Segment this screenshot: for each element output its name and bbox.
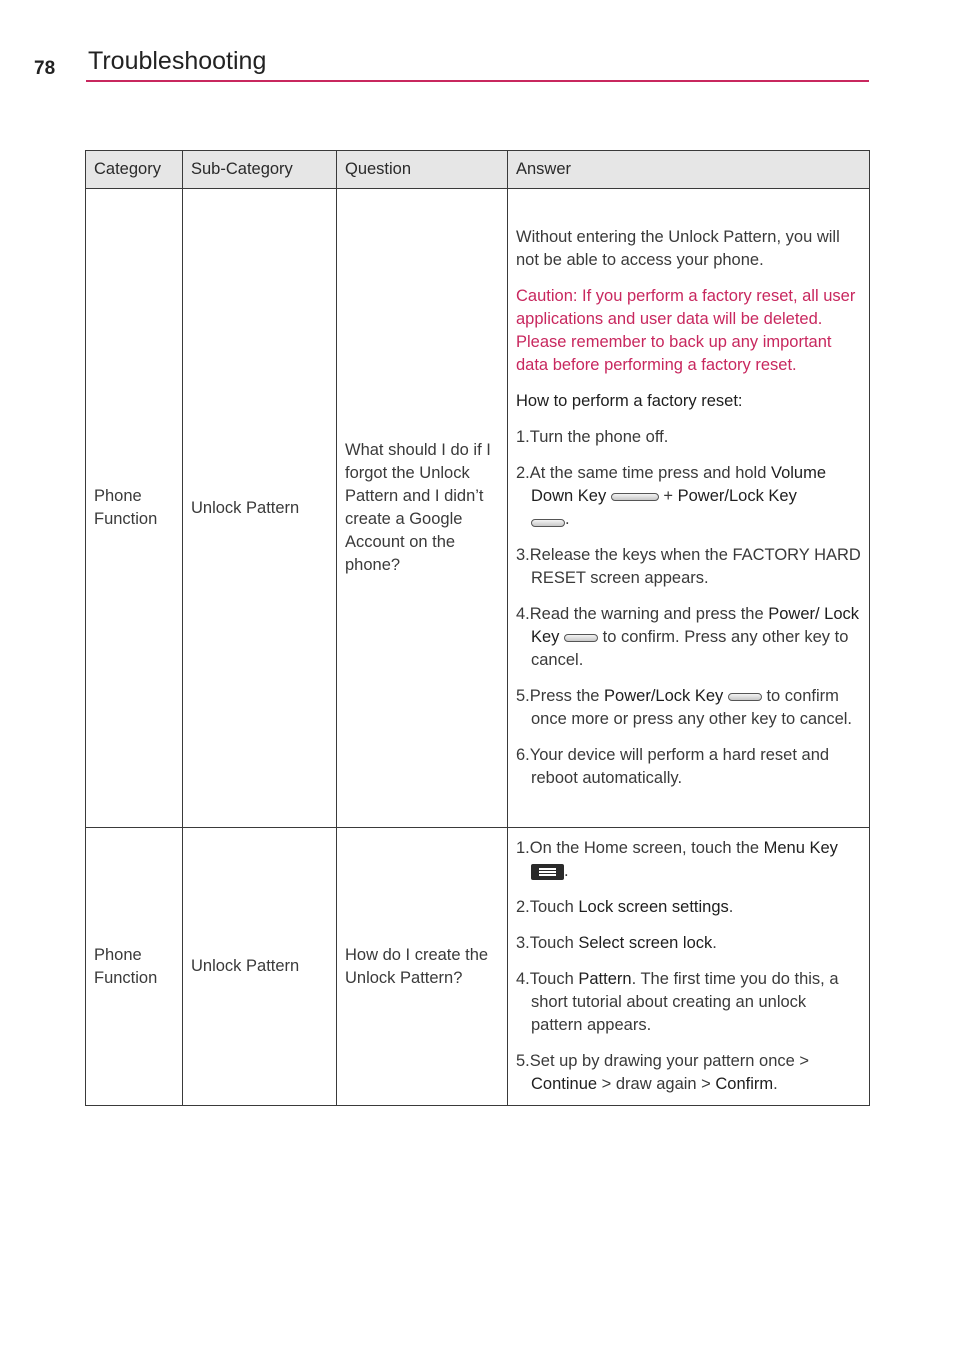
step-5-mid: > draw again > [597,1075,716,1093]
answer-cell [508,828,870,1106]
step-2-end: . [565,510,570,528]
step-5-text: 5.Set up by drawing your pattern once > [516,1052,810,1070]
answer-intro: Without entering the Unlock Pattern, you will not be able to access your phone. [516,228,840,269]
step-5-end: . [773,1075,778,1093]
step-4 [516,603,861,672]
column-header-question: Question [337,151,508,189]
category-cell: Phone Function [86,189,183,828]
step-1 [516,837,861,883]
volume-down-key-label: Volume Down Key [531,464,827,505]
step-3-text: 3.Touch [516,934,579,952]
step-1-end: . [564,862,569,880]
step-5-text: 5.Press the [516,687,605,705]
menu-key-label: Menu Key [763,839,838,857]
continue-label: Continue [531,1075,598,1093]
step-1: 1.Turn the phone off. [516,428,669,446]
step-5 [516,1050,861,1096]
power-lock-key-icon [564,634,598,642]
volume-down-key-icon [611,493,659,501]
pattern-label: Pattern [578,970,632,988]
power-lock-key-label: Power/ Lock Key [531,605,860,646]
howto-heading: How to perform a factory reset: [516,392,743,410]
page-number: 78 [34,58,56,79]
step-3-end: . [712,934,717,952]
subcategory-cell: Unlock Pattern [183,828,337,1106]
title-rule [86,80,869,82]
step-4-text: 4.Touch [516,970,579,988]
power-lock-key-label: Power/Lock Key [677,487,797,505]
table-header-row [86,151,870,189]
confirm-label: Confirm [715,1075,774,1093]
caution-note: Caution: If you perform a factory reset, all user applications and user data will be deleted. Please remember to back up any important data before performing a factory reset. [516,287,856,374]
step-1-text: 1.On the Home screen, touch the [516,839,764,857]
category-cell: Phone Function [86,828,183,1106]
power-lock-key-icon [531,519,565,527]
power-lock-key-icon [728,693,762,701]
column-header-category: Category [86,151,183,189]
subcategory-cell: Unlock Pattern [183,189,337,828]
step-4-rest: . The first time you do this, a short tutorial about creating an unlock pattern appears. [531,970,839,1034]
troubleshooting-table [85,150,870,1106]
question-cell: What should I do if I forgot the Unlock Pattern and I didn’t create a Google Account on the phone? [337,189,508,828]
step-3 [516,932,861,955]
step-2 [516,896,861,919]
step-4-rest: to confirm. Press any other key to cancel. [531,628,849,669]
step-2-text: 2.Touch [516,898,579,916]
step-6: 6.Your device will perform a hard reset and reboot automatically. [516,746,830,787]
step-4-text: 4.Read the warning and press the [516,605,769,623]
table-row [86,189,870,828]
step-2-text: 2.At the same time press and hold [516,464,771,482]
lock-screen-settings-label: Lock screen settings [578,898,729,916]
step-4 [516,968,861,1037]
step-5 [516,685,861,731]
question-cell: How do I create the Unlock Pattern? [337,828,508,1106]
column-header-subcategory: Sub-Category [183,151,337,189]
step-2-end: . [728,898,734,916]
step-5-rest: to confirm once more or press any other key to cancel. [531,687,852,728]
select-screen-lock-label: Select screen lock [578,934,713,952]
menu-key-icon [531,864,564,880]
page-title: Troubleshooting [88,47,267,75]
table-row [86,828,870,1106]
power-lock-key-label: Power/Lock Key [604,687,724,705]
step-2 [516,462,861,531]
step-3: 3.Release the keys when the FACTORY HARD RESET screen appears. [516,546,861,587]
column-header-answer: Answer [508,151,870,189]
answer-cell [508,189,870,828]
step-2-plus: + [658,487,678,505]
